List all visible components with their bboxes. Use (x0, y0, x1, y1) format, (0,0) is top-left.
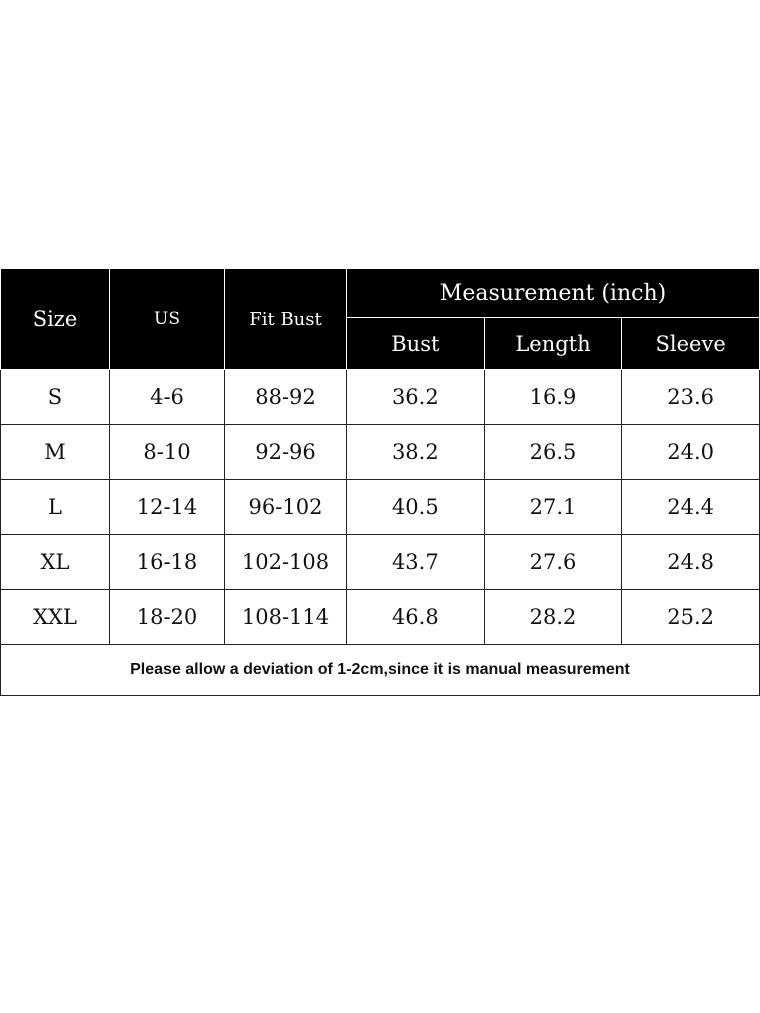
cell-length: 16.9 (484, 370, 622, 425)
header-sleeve: Sleeve (622, 318, 760, 370)
cell-fit-bust: 88-92 (225, 370, 347, 425)
cell-size: M (1, 425, 110, 480)
header-bust: Bust (347, 318, 485, 370)
cell-length: 27.6 (484, 535, 622, 590)
cell-bust: 36.2 (347, 370, 485, 425)
table-row (1, 590, 760, 645)
cell-bust: 43.7 (347, 535, 485, 590)
cell-us: 8-10 (110, 425, 225, 480)
table-row (1, 535, 760, 590)
table-row (1, 370, 760, 425)
cell-us: 16-18 (110, 535, 225, 590)
cell-length: 26.5 (484, 425, 622, 480)
cell-us: 18-20 (110, 590, 225, 645)
cell-sleeve: 23.6 (622, 370, 760, 425)
cell-fit-bust: 102-108 (225, 535, 347, 590)
table-row (1, 425, 760, 480)
size-table (0, 268, 760, 696)
cell-size: L (1, 480, 110, 535)
measurement-note: Please allow a deviation of 1-2cm,since it is manual measurement (1, 645, 760, 696)
cell-sleeve: 25.2 (622, 590, 760, 645)
cell-bust: 46.8 (347, 590, 485, 645)
note-row (1, 645, 760, 696)
header-length: Length (484, 318, 622, 370)
cell-sleeve: 24.8 (622, 535, 760, 590)
cell-length: 28.2 (484, 590, 622, 645)
size-chart (0, 268, 760, 700)
cell-size: S (1, 370, 110, 425)
cell-sleeve: 24.4 (622, 480, 760, 535)
cell-bust: 38.2 (347, 425, 485, 480)
cell-sleeve: 24.0 (622, 425, 760, 480)
cell-length: 27.1 (484, 480, 622, 535)
cell-us: 4-6 (110, 370, 225, 425)
cell-fit-bust: 96-102 (225, 480, 347, 535)
cell-bust: 40.5 (347, 480, 485, 535)
cell-size: XXL (1, 590, 110, 645)
table-row (1, 480, 760, 535)
header-size: Size (1, 269, 110, 370)
header-measurement: Measurement (inch) (347, 269, 760, 318)
cell-size: XL (1, 535, 110, 590)
cell-us: 12-14 (110, 480, 225, 535)
header-us: US (110, 269, 225, 370)
cell-fit-bust: 92-96 (225, 425, 347, 480)
cell-fit-bust: 108-114 (225, 590, 347, 645)
header-fit-bust: Fit Bust (225, 269, 347, 370)
